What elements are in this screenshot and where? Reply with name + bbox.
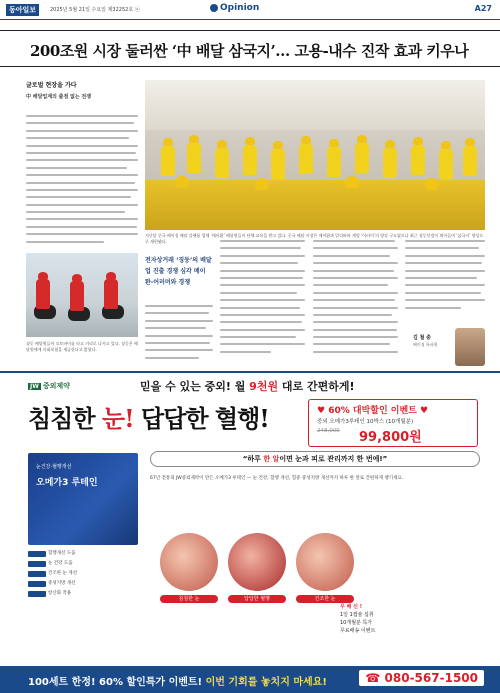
circle-label: 건조한 눈 (296, 595, 354, 603)
promo-title: ♥ 60% 대박할인 이벤트 ♥ (317, 406, 429, 416)
ad-info-box (340, 603, 480, 635)
ad-headline: 침침한 눈! 답답한 혈행! (28, 404, 269, 433)
blood-circle-icon (228, 533, 286, 591)
ad-quote-banner: “하루 한 알이면 눈과 피로 관리까지 한 번에!” (150, 451, 480, 467)
body-column-4 (405, 240, 485, 324)
info-line: 1일 1캡슐 섭취 (340, 612, 374, 618)
product-image (28, 453, 138, 545)
advertisement[interactable] (0, 371, 500, 691)
masthead (0, 0, 500, 20)
newspaper-logo: 동아일보 (6, 4, 39, 16)
ad-brand: JW 중외제약 (30, 382, 70, 390)
promo-box[interactable] (308, 399, 478, 447)
body-column-3 (313, 240, 398, 368)
ad-body-text: 67년 전통의 JW중외제약이 만든 오메가3 루테인 — 눈 건강, 혈행 개선, 혈중 중성지방 개선까지 하루 한 알로 간편하게 챙기세요. (150, 476, 404, 481)
column-subhead: 中 배달업계의 출점 없는 전쟁 (26, 94, 92, 100)
benefit-list (28, 549, 138, 599)
author-photo (455, 328, 485, 366)
author-title: 베이징 특파원 (413, 342, 438, 347)
circle-label: 침침한 눈 (160, 595, 218, 603)
column-kicker: 글로벌 현장을 가다 (26, 82, 77, 89)
secondary-photo (26, 253, 138, 337)
promo-subtitle: 중외 오메가3루테인 10박스 (10개월분) (317, 419, 414, 425)
main-photo-caption: 지난달 중국 베이징 배달 플랫폼 업체 ‘메이퇀’ 배달원들이 단체 교육을 받고 있다. 중국 배달 시장은 메이퇀과 알리바바 계열 ‘어러머’의 양강 구도였으나 최근 징둥닷컴이 뛰어들며 ‘삼국지’ 양상으로 재편됐다. (145, 233, 484, 244)
top-rule (0, 30, 500, 31)
promo-old-price: 248,000 (317, 428, 340, 434)
article-headline: 200조원 시장 둘러싼 ‘中 배달 삼국지’… 고용-내수 진작 효과 키우나 (30, 42, 469, 60)
info-line: 무료배송 이벤트 (340, 628, 376, 634)
secondary-photo-caption: 징둥 배달원들이 오토바이를 타고 거리로 나서고 있다. 징둥은 배달원에게 사회보험을 제공한다고 밝혔다. (26, 341, 138, 352)
phone-number[interactable]: ☎ 080-567-1500 (359, 670, 484, 686)
promo-new-price: 99,800원 (359, 430, 422, 445)
symptom-circles (160, 533, 360, 613)
dry-eye-circle-icon (296, 533, 354, 591)
page-number: A27 (474, 4, 492, 13)
info-line: 10개월분 특가 (340, 620, 373, 626)
left-column (26, 82, 138, 248)
list-item: 항산화 작용 (28, 589, 138, 599)
body-column-2 (220, 240, 305, 368)
author-byline (405, 326, 485, 370)
list-item: 혈행개선 도움 (28, 549, 138, 559)
jw-logo-icon: JW (30, 383, 39, 390)
body-column-1 (145, 305, 213, 367)
list-item: 눈 건강 도움 (28, 559, 138, 569)
author-name: 김 철 중 (413, 335, 431, 341)
section-dot-icon (210, 4, 218, 12)
left-text-lines (26, 115, 138, 243)
info-heading: 무 배 신 ! (340, 604, 362, 610)
eye-circle-icon (160, 533, 218, 591)
product-name: 오메가3 루테인 (36, 478, 98, 488)
circle-label: 답답한 혈행 (228, 595, 286, 603)
pull-quote: 전자상거래 ‘징둥’의 배달업 진출 경쟁 심각 메이퇀-어러머와 경쟁 (145, 257, 212, 286)
ad-footer[interactable] (0, 666, 500, 693)
list-item: 중성지방 개선 (28, 579, 138, 589)
section-title: Opinion (210, 3, 259, 13)
headline-rule (0, 66, 500, 67)
main-photo (145, 80, 485, 230)
issue-date: 2025년 5월 21일 수요일 제32252호 ⓐ (50, 7, 140, 13)
ad-tagline: 믿을 수 있는 중외! 월 9천원 대로 간편하게! (140, 380, 355, 393)
list-item: 건조한 눈 개선 (28, 569, 138, 579)
footer-text: 100세트 한정! 60% 할인특가 이벤트! 이번 기회를 놓치지 마세요! (28, 677, 327, 688)
product-label: 눈건강·혈행개선 (36, 464, 72, 470)
